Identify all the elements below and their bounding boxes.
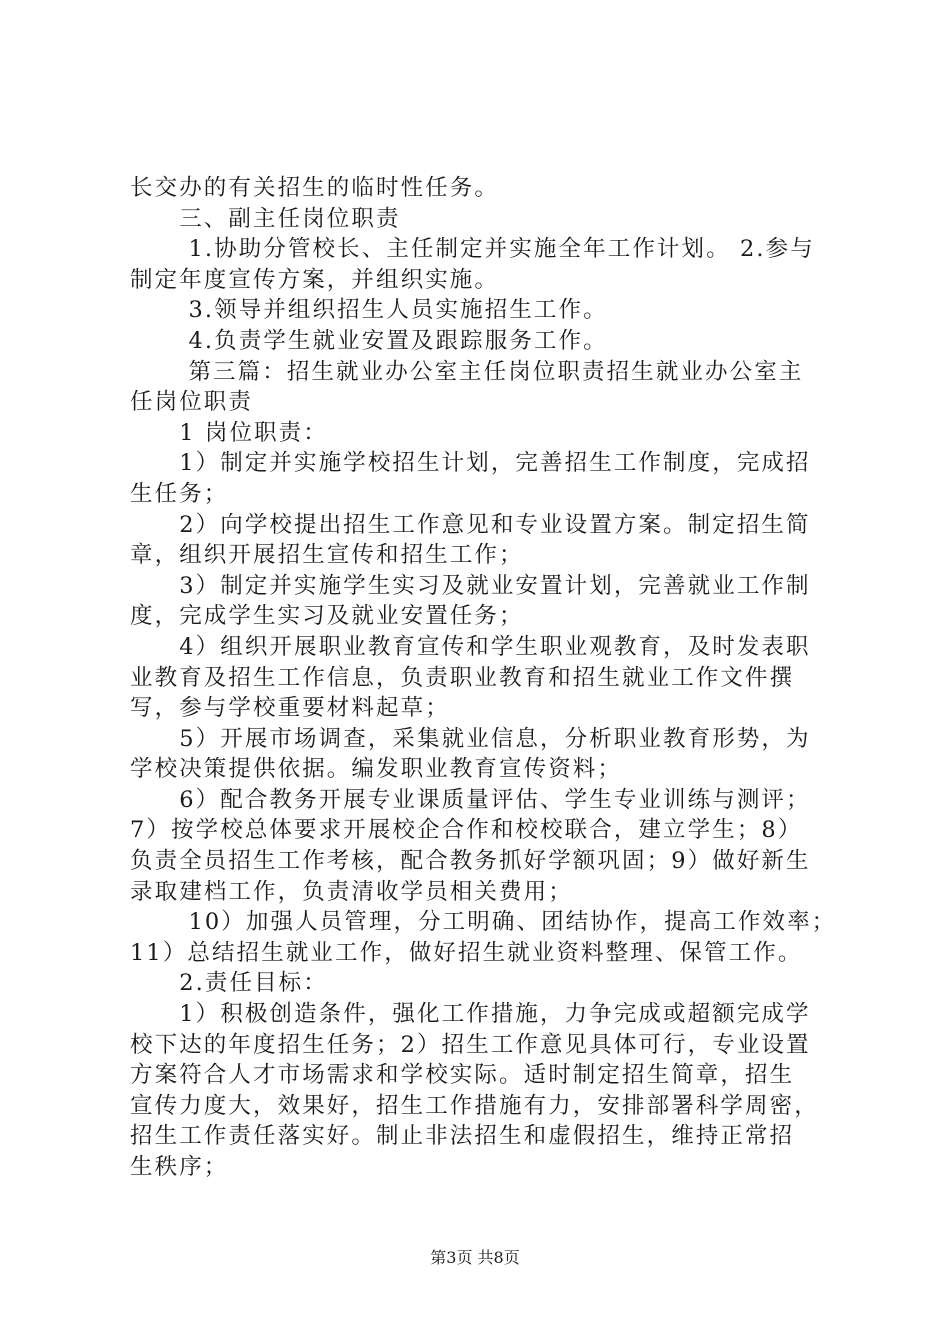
text-line: 宣传力度大，效果好，招生工作措施有力，安排部署科学周密， [130, 1092, 819, 1119]
text-line: 章，组织开展招生宣传和招生工作； [130, 542, 524, 569]
text-line: 生任务； [130, 480, 229, 507]
text-line: 7）按学校总体要求开展校企合作和校校联合，建立学生；8） [130, 817, 803, 844]
text-line: 6）配合教务开展专业课质量评估、学生专业训练与测评； [130, 786, 811, 813]
document-body [130, 173, 842, 1183]
text-line: 长交办的有关招生的临时性任务。 [130, 175, 500, 201]
text-line: 生秩序； [130, 1154, 229, 1180]
text-line: 度，完成学生实习及就业安置任务； [130, 603, 524, 630]
text-line: 2）向学校提出招生工作意见和专业设置方案。制定招生简 [130, 511, 811, 538]
text-line: 3）制定并实施学生实习及就业安置计划，完善就业工作制 [130, 572, 811, 599]
text-line: 写，参与学校重要材料起草； [130, 695, 450, 722]
text-line: 校下达的年度招生任务；2）招生工作意见具体可行，专业设置 [130, 1031, 811, 1058]
text-line: 学校决策提供依据。编发职业教育宣传资料； [130, 756, 623, 783]
text-line: 1.协助分管校长、主任制定并实施全年工作计划。 2.参与 [130, 236, 815, 263]
text-line: 4.负责学生就业安置及跟踪服务工作。 [130, 327, 608, 354]
text-line: 3.领导并组织招生人员实施招生工作。 [130, 297, 608, 324]
text-line: 业教育及招生工作信息，负责职业教育和招生就业工作文件撰 [130, 664, 795, 691]
text-line: 1 岗位职责： [130, 419, 328, 446]
text-line: 负责全员招生工作考核，配合教务抓好学额巩固；9）做好新生 [130, 848, 811, 875]
text-line: 4）组织开展职业教育宣传和学生职业观教育，及时发表职 [130, 633, 811, 660]
text-line: 11）总结招生就业工作，做好招生就业资料整理、保管工作。 [130, 939, 803, 966]
text-line: 10）加强人员管理，分工明确、团结协作，提高工作效率； [130, 909, 837, 936]
text-line: 三、副主任岗位职责 [130, 205, 401, 232]
text-line: 第三篇：招生就业办公室主任岗位职责招生就业办公室主 [130, 358, 804, 385]
text-line: 录取建档工作，负责清收学员相关费用； [130, 878, 573, 905]
text-line: 2.责任目标： [130, 970, 328, 997]
page-footer: 第3页 共8页 [430, 1248, 520, 1267]
text-line: 制定年度宣传方案，并组织实施。 [130, 266, 500, 293]
text-line: 方案符合人才市场需求和学校实际。适时制定招生简章，招生 [130, 1062, 795, 1089]
text-line: 招生工作责任落实好。制止非法招生和虚假招生，维持正常招 [130, 1123, 795, 1150]
text-line: 1）制定并实施学校招生计划，完善招生工作制度，完成招 [130, 450, 811, 477]
text-line: 任岗位职责 [130, 389, 254, 416]
text-line: 1）积极创造条件，强化工作措施，力争完成或超额完成学 [130, 1001, 811, 1028]
text-line: 5）开展市场调查，采集就业信息，分析职业教育形势，为 [130, 725, 811, 752]
